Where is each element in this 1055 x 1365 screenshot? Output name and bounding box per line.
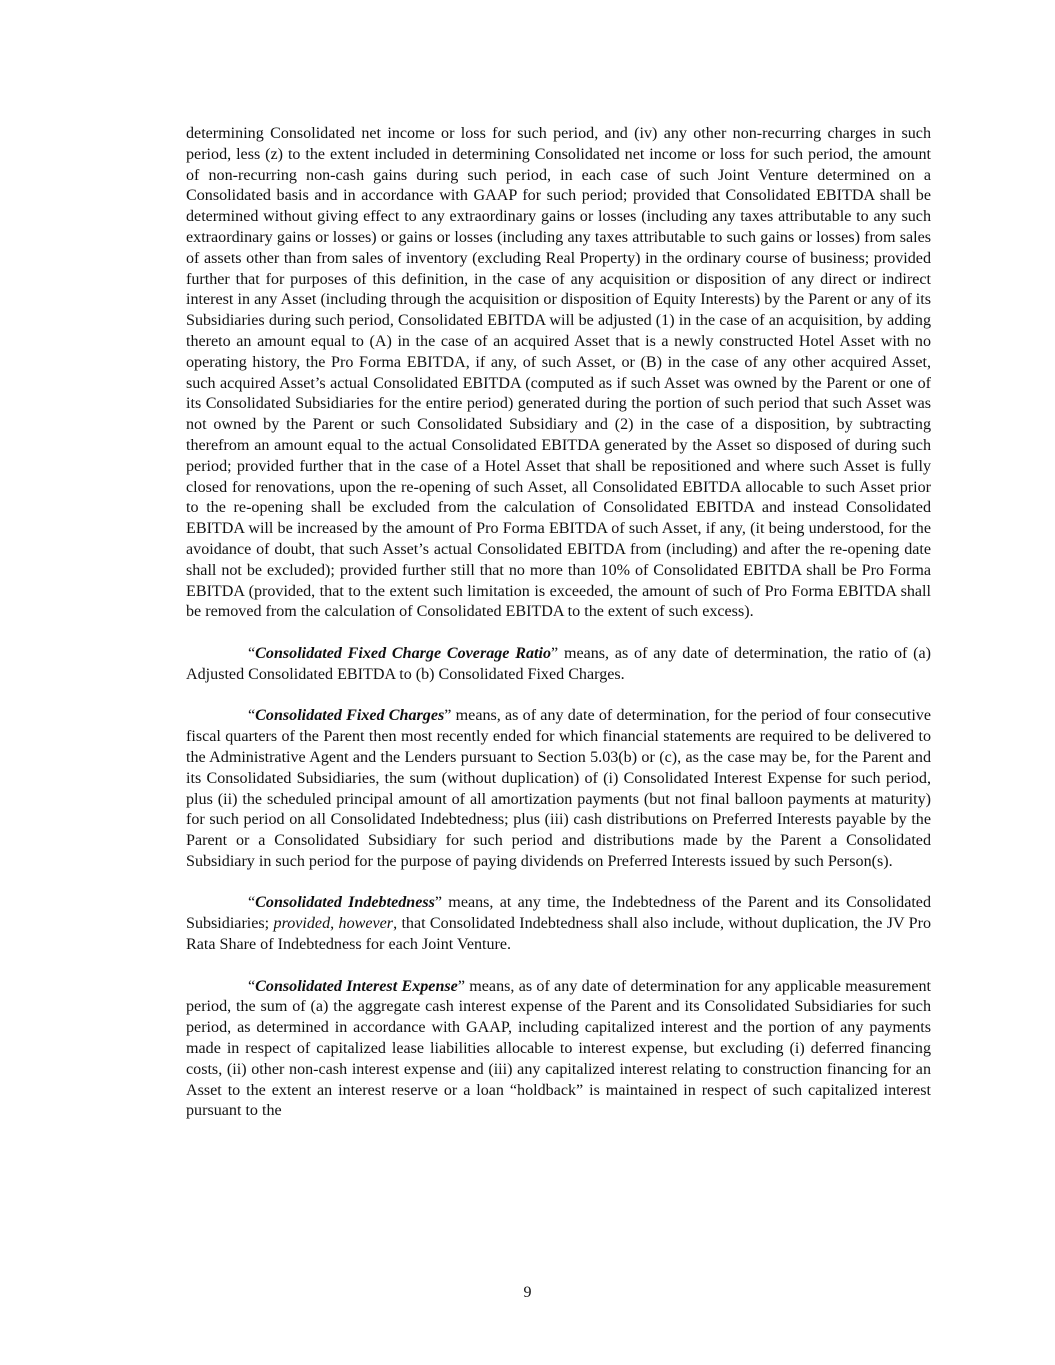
close-quote: ” (457, 977, 465, 995)
page-number: 9 (523, 1284, 532, 1301)
definition-body: means, as of any date of determination for any applicable measurement period, the sum of (a) the aggregate cash interest expense of the Parent and its Consolidated Subsidiaries for such period, as determined in accordance with GAAP, including capitalized interest and the portion of any payments made in respect of capitalized lease liabilities allocable to interest expense, but excluding (i) deferred financing costs, (ii) other non-cash interest expense and (iii) any capitalized interest relating to construction financing for an Asset to the extent an interest reserve or a loan “holdback” is maintained in respect of such capitalized interest pursuant to the (186, 977, 931, 1120)
close-quote: ” (444, 707, 452, 725)
separator: , (330, 915, 339, 933)
definition-consolidated-fixed-charge-coverage-ratio (186, 644, 931, 686)
definition-body-part-2: , that Consolidated Indebtedness shall also include, without duplication, the JV Pro Rata Share of Indebtedness for each Joint Venture. (186, 915, 932, 954)
close-quote: ” (434, 894, 443, 912)
document-page (186, 124, 931, 1143)
defined-term: Consolidated Interest Expense (255, 977, 458, 995)
definition-body-part-1: means, at any time, the Indebtedness of the Parent and its Consolidated Subsidiaries; (186, 894, 931, 933)
open-quote: “ (248, 644, 256, 662)
defined-term: Consolidated Fixed Charges (255, 707, 445, 725)
open-quote: “ (248, 977, 256, 995)
continuation-paragraph: determining Consolidated net income or loss for such period, and (iv) any other non-recurring charges in such period, less (z) to the extent included in determining Consolidated net income or loss for such period, the amount of non-recurring non-cash gains during such period, in each case of such Joint Venture determined on a Consolidated basis and in accordance with GAAP for such period; provided that Consolidated EBITDA shall be determined without giving effect to any extraordinary gains or losses (including any taxes attributable to any such extraordinary gains or losses) or gains or losses (including any taxes attributable to such gains or losses) from sales of assets other than from sales of inventory (excluding Real Property) in the ordinary course of business; provided further that for purposes of this definition, in the case of any acquisition or disposition of any direct or indirect interest in any Asset (including through the acquisition or disposition of Equity Interests) by the Parent or any of its Subsidiaries during such period, Consolidated EBITDA will be adjusted (1) in the case of an acquisition, by adding thereto an amount equal to (A) in the case of an acquired Asset that is a newly constructed Hotel Asset with no operating history, the Pro Forma EBITDA, if any, of such Asset, or (B) in the case of any other acquired Asset, such acquired Asset’s actual Consolidated EBITDA (computed as if such Asset was owned by the Parent or one of its Consolidated Subsidiaries for the entire period) generated during the portion of such period that such Asset was not owned by the Parent or such Consolidated Subsidiary and (2) in the case of a disposition, by subtracting therefrom an amount equal to the actual Consolidated EBITDA generated by the Asset so disposed of during such period; provided further that in the case of a Hotel Asset that shall be repositioned and where such Asset is fully closed for renovations, upon the re-opening of such Asset, all Consolidated EBITDA allocable to such Asset prior to the re-opening shall be excluded from the calculation of Consolidated EBITDA and instead Consolidated EBITDA will be increased by the amount of Pro Forma EBITDA of such Asset, if any, (it being understood, for the avoidance of doubt, that such Asset’s actual Consolidated EBITDA from (including) and after the re-opening date shall not be excluded); provided further still that no more than 10% of Consolidated EBITDA shall be Pro Forma EBITDA (provided, that to the extent such limitation is exceeded, the amount of such of Pro Forma EBITDA shall be removed from the calculation of Consolidated EBITDA to the extent of such excess). (186, 125, 931, 621)
definition-consolidated-interest-expense (186, 977, 931, 1123)
open-quote: “ (248, 894, 256, 912)
italic-provided: provided (273, 915, 331, 933)
defined-term: Consolidated Fixed Charge Coverage Ratio (255, 644, 551, 662)
definition-consolidated-indebtedness (186, 893, 931, 955)
close-quote: ” (551, 644, 559, 662)
italic-however: however (338, 915, 394, 933)
open-quote: “ (248, 707, 256, 725)
definition-body: means, as of any date of determination, for the period of four consecutive fiscal quarters of the Parent then most recently ended for which financial statements are required to be delivered to the Administrative Agent and the Lenders pursuant to Section 5.03(b) or (c), as the case may be, for the Parent and its Consolidated Subsidiaries, the sum (without duplication) of (i) Consolidated Interest Expense for such period, plus (ii) the scheduled principal amount of all amortization payments (but not final balloon payments at maturity) for such period on all Consolidated Indebtedness; plus (iii) cash distributions on Preferred Interests payable by the Parent or a Consolidated Subsidiary for such period and distributions made by the Parent a Consolidated Subsidiary in such period for the purpose of paying dividends on Preferred Interests issued by such Person(s). (186, 707, 931, 870)
defined-term: Consolidated Indebtedness (255, 894, 435, 912)
definition-consolidated-fixed-charges (186, 706, 931, 872)
definition-body: means, as of any date of determination, the ratio of (a) Adjusted Consolidated EBITDA to (b) Consolidated Fixed Charges. (186, 644, 931, 683)
